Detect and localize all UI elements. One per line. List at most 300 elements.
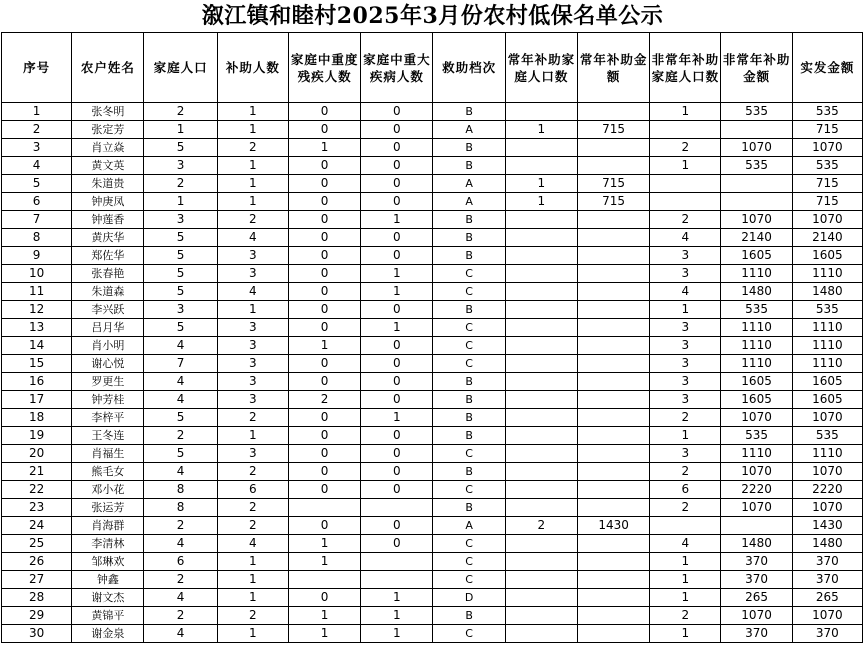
aid-level-cell: C bbox=[433, 625, 505, 643]
name-cell: 钟鑫 bbox=[72, 571, 144, 589]
header-regular-amount: 常年补助金额 bbox=[577, 33, 649, 103]
subsidy-count-cell: 1 bbox=[217, 571, 288, 589]
disabled-count-cell: 1 bbox=[288, 535, 360, 553]
irregular-people-cell: 1 bbox=[650, 301, 721, 319]
household-size-cell: 6 bbox=[144, 553, 217, 571]
regular-amount-cell bbox=[577, 589, 649, 607]
regular-people-cell: 2 bbox=[505, 517, 577, 535]
name-cell: 钟芳桂 bbox=[72, 391, 144, 409]
subsidy-count-cell: 1 bbox=[217, 175, 288, 193]
disabled-count-cell: 0 bbox=[288, 319, 360, 337]
table-row bbox=[2, 301, 863, 319]
header-household-size: 家庭人口 bbox=[144, 33, 217, 103]
disabled-count-cell: 0 bbox=[288, 409, 360, 427]
aid-level-cell: A bbox=[433, 175, 505, 193]
name-cell: 肖福生 bbox=[72, 445, 144, 463]
header-aid-level: 救助档次 bbox=[433, 33, 505, 103]
irregular-amount-cell bbox=[721, 175, 792, 193]
regular-amount-cell bbox=[577, 571, 649, 589]
header-regular-people: 常年补助家庭人口数 bbox=[505, 33, 577, 103]
index-cell: 23 bbox=[2, 499, 72, 517]
subsidy-count-cell: 1 bbox=[217, 193, 288, 211]
regular-amount-cell bbox=[577, 157, 649, 175]
regular-people-cell bbox=[505, 535, 577, 553]
illness-count-cell: 0 bbox=[361, 247, 433, 265]
index-cell: 26 bbox=[2, 553, 72, 571]
header-subsidy-count: 补助人数 bbox=[217, 33, 288, 103]
illness-count-cell: 0 bbox=[361, 535, 433, 553]
regular-amount-cell bbox=[577, 247, 649, 265]
aid-level-cell: B bbox=[433, 463, 505, 481]
household-size-cell: 8 bbox=[144, 481, 217, 499]
irregular-amount-cell: 1070 bbox=[721, 409, 792, 427]
irregular-people-cell: 2 bbox=[650, 499, 721, 517]
index-cell: 2 bbox=[2, 121, 72, 139]
irregular-amount-cell: 535 bbox=[721, 103, 792, 121]
name-cell: 黄锦平 bbox=[72, 607, 144, 625]
index-cell: 10 bbox=[2, 265, 72, 283]
illness-count-cell: 0 bbox=[361, 427, 433, 445]
paid-amount-cell: 1110 bbox=[792, 445, 862, 463]
header-irregular-amount: 非常年补助金额 bbox=[721, 33, 792, 103]
irregular-amount-cell: 1480 bbox=[721, 283, 792, 301]
table-row bbox=[2, 283, 863, 301]
disabled-count-cell bbox=[288, 499, 360, 517]
subsidy-count-cell: 4 bbox=[217, 535, 288, 553]
paid-amount-cell: 1110 bbox=[792, 337, 862, 355]
regular-people-cell bbox=[505, 409, 577, 427]
illness-count-cell: 1 bbox=[361, 265, 433, 283]
disabled-count-cell: 0 bbox=[288, 193, 360, 211]
illness-count-cell: 1 bbox=[361, 625, 433, 643]
table-row bbox=[2, 391, 863, 409]
table-row bbox=[2, 373, 863, 391]
index-cell: 6 bbox=[2, 193, 72, 211]
regular-amount-cell bbox=[577, 625, 649, 643]
name-cell: 张春艳 bbox=[72, 265, 144, 283]
irregular-people-cell bbox=[650, 121, 721, 139]
name-cell: 熊毛女 bbox=[72, 463, 144, 481]
name-cell: 肖海群 bbox=[72, 517, 144, 535]
aid-level-cell: C bbox=[433, 265, 505, 283]
irregular-people-cell bbox=[650, 517, 721, 535]
table-row bbox=[2, 175, 863, 193]
regular-people-cell bbox=[505, 211, 577, 229]
household-size-cell: 2 bbox=[144, 571, 217, 589]
index-cell: 18 bbox=[2, 409, 72, 427]
aid-level-cell: B bbox=[433, 211, 505, 229]
household-size-cell: 4 bbox=[144, 391, 217, 409]
table-row bbox=[2, 247, 863, 265]
header-index: 序号 bbox=[2, 33, 72, 103]
aid-level-cell: A bbox=[433, 193, 505, 211]
aid-level-cell: D bbox=[433, 589, 505, 607]
disabled-count-cell: 0 bbox=[288, 175, 360, 193]
subsidy-count-cell: 4 bbox=[217, 283, 288, 301]
paid-amount-cell: 1070 bbox=[792, 211, 862, 229]
irregular-amount-cell: 535 bbox=[721, 157, 792, 175]
household-size-cell: 5 bbox=[144, 229, 217, 247]
irregular-amount-cell: 1070 bbox=[721, 463, 792, 481]
household-size-cell: 4 bbox=[144, 373, 217, 391]
paid-amount-cell: 535 bbox=[792, 427, 862, 445]
disabled-count-cell: 0 bbox=[288, 373, 360, 391]
illness-count-cell: 1 bbox=[361, 283, 433, 301]
paid-amount-cell: 1110 bbox=[792, 319, 862, 337]
paid-amount-cell: 2140 bbox=[792, 229, 862, 247]
irregular-amount-cell bbox=[721, 193, 792, 211]
irregular-amount-cell: 1070 bbox=[721, 211, 792, 229]
index-cell: 9 bbox=[2, 247, 72, 265]
illness-count-cell: 0 bbox=[361, 301, 433, 319]
irregular-people-cell: 1 bbox=[650, 427, 721, 445]
irregular-people-cell: 4 bbox=[650, 535, 721, 553]
subsidy-count-cell: 2 bbox=[217, 517, 288, 535]
paid-amount-cell: 535 bbox=[792, 157, 862, 175]
aid-level-cell: B bbox=[433, 499, 505, 517]
aid-level-cell: C bbox=[433, 319, 505, 337]
regular-people-cell bbox=[505, 625, 577, 643]
subsidy-count-cell: 3 bbox=[217, 445, 288, 463]
regular-people-cell bbox=[505, 157, 577, 175]
subsidy-table bbox=[1, 32, 863, 643]
table-row bbox=[2, 463, 863, 481]
irregular-amount-cell: 535 bbox=[721, 427, 792, 445]
regular-people-cell bbox=[505, 481, 577, 499]
regular-amount-cell bbox=[577, 481, 649, 499]
index-cell: 13 bbox=[2, 319, 72, 337]
irregular-people-cell bbox=[650, 175, 721, 193]
paid-amount-cell: 1110 bbox=[792, 355, 862, 373]
regular-amount-cell: 715 bbox=[577, 121, 649, 139]
regular-people-cell bbox=[505, 373, 577, 391]
table-row bbox=[2, 193, 863, 211]
household-size-cell: 3 bbox=[144, 301, 217, 319]
irregular-amount-cell: 1110 bbox=[721, 319, 792, 337]
table-row bbox=[2, 571, 863, 589]
illness-count-cell: 0 bbox=[361, 103, 433, 121]
regular-amount-cell bbox=[577, 337, 649, 355]
table-row bbox=[2, 481, 863, 499]
name-cell: 肖立焱 bbox=[72, 139, 144, 157]
aid-level-cell: B bbox=[433, 427, 505, 445]
name-cell: 钟莲香 bbox=[72, 211, 144, 229]
irregular-amount-cell: 535 bbox=[721, 301, 792, 319]
subsidy-count-cell: 3 bbox=[217, 337, 288, 355]
regular-people-cell bbox=[505, 463, 577, 481]
name-cell: 钟庚凤 bbox=[72, 193, 144, 211]
name-cell: 谢文杰 bbox=[72, 589, 144, 607]
household-size-cell: 2 bbox=[144, 103, 217, 121]
disabled-count-cell: 0 bbox=[288, 355, 360, 373]
household-size-cell: 4 bbox=[144, 463, 217, 481]
regular-amount-cell bbox=[577, 283, 649, 301]
irregular-amount-cell: 1605 bbox=[721, 373, 792, 391]
irregular-people-cell: 3 bbox=[650, 355, 721, 373]
table-row bbox=[2, 553, 863, 571]
irregular-people-cell: 3 bbox=[650, 265, 721, 283]
index-cell: 27 bbox=[2, 571, 72, 589]
household-size-cell: 5 bbox=[144, 445, 217, 463]
name-cell: 罗更生 bbox=[72, 373, 144, 391]
index-cell: 4 bbox=[2, 157, 72, 175]
index-cell: 20 bbox=[2, 445, 72, 463]
irregular-amount-cell: 1110 bbox=[721, 355, 792, 373]
paid-amount-cell: 535 bbox=[792, 103, 862, 121]
disabled-count-cell: 0 bbox=[288, 103, 360, 121]
aid-level-cell: C bbox=[433, 571, 505, 589]
paid-amount-cell: 2220 bbox=[792, 481, 862, 499]
regular-amount-cell bbox=[577, 553, 649, 571]
subsidy-count-cell: 1 bbox=[217, 553, 288, 571]
irregular-people-cell: 2 bbox=[650, 211, 721, 229]
subsidy-count-cell: 3 bbox=[217, 355, 288, 373]
regular-people-cell bbox=[505, 247, 577, 265]
aid-level-cell: B bbox=[433, 247, 505, 265]
illness-count-cell: 0 bbox=[361, 121, 433, 139]
household-size-cell: 5 bbox=[144, 409, 217, 427]
subsidy-count-cell: 3 bbox=[217, 319, 288, 337]
paid-amount-cell: 1070 bbox=[792, 499, 862, 517]
regular-amount-cell bbox=[577, 355, 649, 373]
disabled-count-cell: 0 bbox=[288, 211, 360, 229]
name-cell: 李梓平 bbox=[72, 409, 144, 427]
name-cell: 吕月华 bbox=[72, 319, 144, 337]
irregular-people-cell: 2 bbox=[650, 607, 721, 625]
illness-count-cell: 0 bbox=[361, 373, 433, 391]
table-row bbox=[2, 139, 863, 157]
index-cell: 12 bbox=[2, 301, 72, 319]
name-cell: 朱道贵 bbox=[72, 175, 144, 193]
irregular-people-cell: 3 bbox=[650, 445, 721, 463]
regular-amount-cell bbox=[577, 391, 649, 409]
regular-amount-cell bbox=[577, 301, 649, 319]
paid-amount-cell: 370 bbox=[792, 553, 862, 571]
aid-level-cell: B bbox=[433, 157, 505, 175]
index-cell: 30 bbox=[2, 625, 72, 643]
regular-amount-cell bbox=[577, 211, 649, 229]
aid-level-cell: B bbox=[433, 391, 505, 409]
regular-people-cell: 1 bbox=[505, 193, 577, 211]
irregular-amount-cell: 1605 bbox=[721, 247, 792, 265]
paid-amount-cell: 715 bbox=[792, 175, 862, 193]
subsidy-count-cell: 2 bbox=[217, 139, 288, 157]
irregular-amount-cell: 265 bbox=[721, 589, 792, 607]
irregular-people-cell: 4 bbox=[650, 283, 721, 301]
disabled-count-cell: 0 bbox=[288, 481, 360, 499]
disabled-count-cell: 0 bbox=[288, 229, 360, 247]
regular-people-cell bbox=[505, 265, 577, 283]
table-row bbox=[2, 265, 863, 283]
irregular-people-cell: 6 bbox=[650, 481, 721, 499]
table-row bbox=[2, 121, 863, 139]
disabled-count-cell: 1 bbox=[288, 607, 360, 625]
paid-amount-cell: 535 bbox=[792, 301, 862, 319]
illness-count-cell: 0 bbox=[361, 481, 433, 499]
disabled-count-cell: 1 bbox=[288, 553, 360, 571]
household-size-cell: 5 bbox=[144, 139, 217, 157]
paid-amount-cell: 265 bbox=[792, 589, 862, 607]
regular-people-cell bbox=[505, 355, 577, 373]
regular-amount-cell: 715 bbox=[577, 175, 649, 193]
subsidy-count-cell: 3 bbox=[217, 373, 288, 391]
index-cell: 11 bbox=[2, 283, 72, 301]
subsidy-count-cell: 1 bbox=[217, 589, 288, 607]
disabled-count-cell: 0 bbox=[288, 301, 360, 319]
paid-amount-cell: 715 bbox=[792, 121, 862, 139]
aid-level-cell: C bbox=[433, 355, 505, 373]
regular-amount-cell bbox=[577, 607, 649, 625]
regular-amount-cell: 715 bbox=[577, 193, 649, 211]
subsidy-count-cell: 1 bbox=[217, 427, 288, 445]
subsidy-count-cell: 1 bbox=[217, 121, 288, 139]
household-size-cell: 5 bbox=[144, 283, 217, 301]
table-row bbox=[2, 535, 863, 553]
paid-amount-cell: 1605 bbox=[792, 247, 862, 265]
index-cell: 19 bbox=[2, 427, 72, 445]
household-size-cell: 4 bbox=[144, 535, 217, 553]
name-cell: 邓小花 bbox=[72, 481, 144, 499]
regular-people-cell: 1 bbox=[505, 121, 577, 139]
disabled-count-cell: 0 bbox=[288, 589, 360, 607]
name-cell: 李清林 bbox=[72, 535, 144, 553]
name-cell: 肖小明 bbox=[72, 337, 144, 355]
illness-count-cell bbox=[361, 499, 433, 517]
irregular-people-cell: 3 bbox=[650, 337, 721, 355]
aid-level-cell: A bbox=[433, 121, 505, 139]
illness-count-cell: 0 bbox=[361, 517, 433, 535]
table-row bbox=[2, 517, 863, 535]
irregular-people-cell: 4 bbox=[650, 229, 721, 247]
regular-amount-cell bbox=[577, 409, 649, 427]
illness-count-cell: 1 bbox=[361, 319, 433, 337]
aid-level-cell: C bbox=[433, 481, 505, 499]
irregular-people-cell: 3 bbox=[650, 391, 721, 409]
disabled-count-cell: 0 bbox=[288, 121, 360, 139]
regular-people-cell bbox=[505, 391, 577, 409]
table-row bbox=[2, 589, 863, 607]
illness-count-cell: 0 bbox=[361, 157, 433, 175]
illness-count-cell: 0 bbox=[361, 175, 433, 193]
name-cell: 朱道森 bbox=[72, 283, 144, 301]
table-row bbox=[2, 211, 863, 229]
irregular-people-cell: 1 bbox=[650, 625, 721, 643]
regular-people-cell bbox=[505, 337, 577, 355]
illness-count-cell: 0 bbox=[361, 193, 433, 211]
illness-count-cell bbox=[361, 571, 433, 589]
name-cell: 邹琳欢 bbox=[72, 553, 144, 571]
index-cell: 16 bbox=[2, 373, 72, 391]
household-size-cell: 5 bbox=[144, 247, 217, 265]
table-row bbox=[2, 499, 863, 517]
index-cell: 3 bbox=[2, 139, 72, 157]
index-cell: 7 bbox=[2, 211, 72, 229]
regular-people-cell bbox=[505, 607, 577, 625]
aid-level-cell: B bbox=[433, 103, 505, 121]
household-size-cell: 2 bbox=[144, 607, 217, 625]
paid-amount-cell: 1480 bbox=[792, 283, 862, 301]
regular-people-cell bbox=[505, 319, 577, 337]
index-cell: 21 bbox=[2, 463, 72, 481]
table-row bbox=[2, 337, 863, 355]
page-title: 溆江镇和睦村2025年3月份农村低保名单公示 bbox=[201, 3, 664, 29]
regular-amount-cell bbox=[577, 229, 649, 247]
aid-level-cell: B bbox=[433, 139, 505, 157]
paid-amount-cell: 715 bbox=[792, 193, 862, 211]
regular-amount-cell bbox=[577, 535, 649, 553]
disabled-count-cell bbox=[288, 571, 360, 589]
table-row bbox=[2, 427, 863, 445]
table-row bbox=[2, 409, 863, 427]
name-cell: 张定芳 bbox=[72, 121, 144, 139]
regular-people-cell bbox=[505, 553, 577, 571]
irregular-amount-cell: 2140 bbox=[721, 229, 792, 247]
subsidy-count-cell: 6 bbox=[217, 481, 288, 499]
table-row bbox=[2, 607, 863, 625]
regular-people-cell bbox=[505, 301, 577, 319]
subsidy-count-cell: 1 bbox=[217, 103, 288, 121]
subsidy-count-cell: 3 bbox=[217, 247, 288, 265]
illness-count-cell: 1 bbox=[361, 607, 433, 625]
irregular-people-cell: 3 bbox=[650, 373, 721, 391]
irregular-people-cell: 1 bbox=[650, 157, 721, 175]
irregular-people-cell: 1 bbox=[650, 553, 721, 571]
irregular-people-cell: 2 bbox=[650, 463, 721, 481]
aid-level-cell: C bbox=[433, 283, 505, 301]
aid-level-cell: B bbox=[433, 301, 505, 319]
household-size-cell: 5 bbox=[144, 319, 217, 337]
irregular-people-cell: 1 bbox=[650, 103, 721, 121]
disabled-count-cell: 0 bbox=[288, 265, 360, 283]
illness-count-cell: 0 bbox=[361, 337, 433, 355]
subsidy-count-cell: 1 bbox=[217, 301, 288, 319]
paid-amount-cell: 1070 bbox=[792, 409, 862, 427]
paid-amount-cell: 1070 bbox=[792, 463, 862, 481]
illness-count-cell: 0 bbox=[361, 445, 433, 463]
aid-level-cell: A bbox=[433, 517, 505, 535]
illness-count-cell: 1 bbox=[361, 589, 433, 607]
subsidy-count-cell: 2 bbox=[217, 607, 288, 625]
regular-people-cell bbox=[505, 139, 577, 157]
irregular-people-cell: 3 bbox=[650, 247, 721, 265]
aid-level-cell: C bbox=[433, 445, 505, 463]
disabled-count-cell: 1 bbox=[288, 337, 360, 355]
regular-people-cell bbox=[505, 427, 577, 445]
household-size-cell: 2 bbox=[144, 517, 217, 535]
regular-amount-cell bbox=[577, 463, 649, 481]
household-size-cell: 7 bbox=[144, 355, 217, 373]
regular-people-cell bbox=[505, 499, 577, 517]
irregular-amount-cell: 1110 bbox=[721, 265, 792, 283]
irregular-people-cell bbox=[650, 193, 721, 211]
disabled-count-cell: 0 bbox=[288, 157, 360, 175]
regular-people-cell bbox=[505, 229, 577, 247]
irregular-people-cell: 1 bbox=[650, 589, 721, 607]
illness-count-cell: 0 bbox=[361, 229, 433, 247]
subsidy-count-cell: 2 bbox=[217, 499, 288, 517]
index-cell: 5 bbox=[2, 175, 72, 193]
regular-amount-cell bbox=[577, 427, 649, 445]
name-cell: 谢心悦 bbox=[72, 355, 144, 373]
regular-people-cell bbox=[505, 445, 577, 463]
household-size-cell: 4 bbox=[144, 337, 217, 355]
name-cell: 黄文英 bbox=[72, 157, 144, 175]
paid-amount-cell: 1070 bbox=[792, 607, 862, 625]
paid-amount-cell: 370 bbox=[792, 571, 862, 589]
subsidy-count-cell: 3 bbox=[217, 391, 288, 409]
household-size-cell: 5 bbox=[144, 265, 217, 283]
household-size-cell: 8 bbox=[144, 499, 217, 517]
